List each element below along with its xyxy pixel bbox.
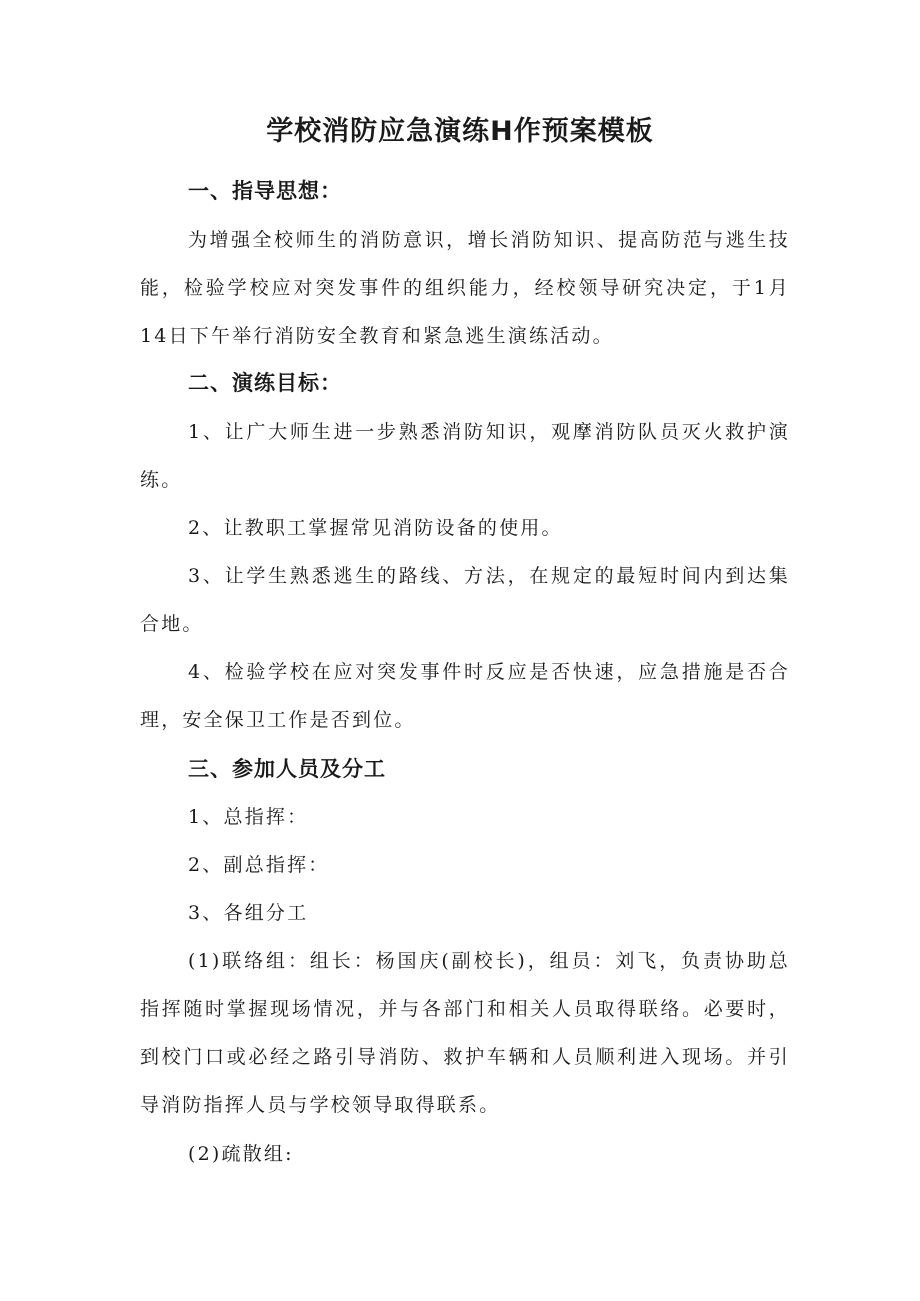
section-heading-drill-goals: 二、演练目标：	[188, 371, 342, 395]
paragraph-guiding-ideology: 为增强全校师生的消防意识，增长消防知识、提高防范与逃生技能，检验学校应对突发事件的组织能力，经校领导研究决定，于1月14日下午举行消防安全教育和紧急逃生演练活动。	[140, 229, 790, 347]
paragraph-liaison-group: (1)联络组：组长：杨国庆(副校长)，组员：刘飞，负责协助总指挥随时掌握现场情况，并与各部门和相关人员取得联络。必要时，到校门口或必经之路引导消防、救护车辆和人员顺利进入现场。并引导消防指挥人员与学校领导取得联系。	[140, 950, 790, 1116]
section-heading-participants: 三、参加人员及分工	[188, 757, 386, 781]
document-title: 学校消防应急演练H作预案模板	[266, 116, 654, 147]
paragraph-group-division: 3、各组分工	[188, 902, 309, 924]
paragraph-deputy-commander: 2、副总指挥：	[188, 854, 330, 876]
paragraph-evacuation-group: (2)疏散组:	[188, 1143, 294, 1165]
paragraph-goal-1: 1、让广大师生进一步熟悉消防知识，观摩消防队员灭火救护演练。	[140, 421, 790, 491]
paragraph-goal-3: 3、让学生熟悉逃生的路线、方法，在规定的最短时间内到达集合地。	[140, 565, 790, 635]
paragraph-goal-4: 4、检验学校在应对突发事件时反应是否快速，应急措施是否合理，安全保卫工作是否到位。	[140, 661, 790, 731]
paragraph-commander: 1、总指挥：	[188, 806, 309, 828]
section-heading-guiding-ideology: 一、指导思想：	[188, 179, 342, 203]
paragraph-goal-2: 2、让教职工掌握常见消防设备的使用。	[188, 517, 563, 539]
